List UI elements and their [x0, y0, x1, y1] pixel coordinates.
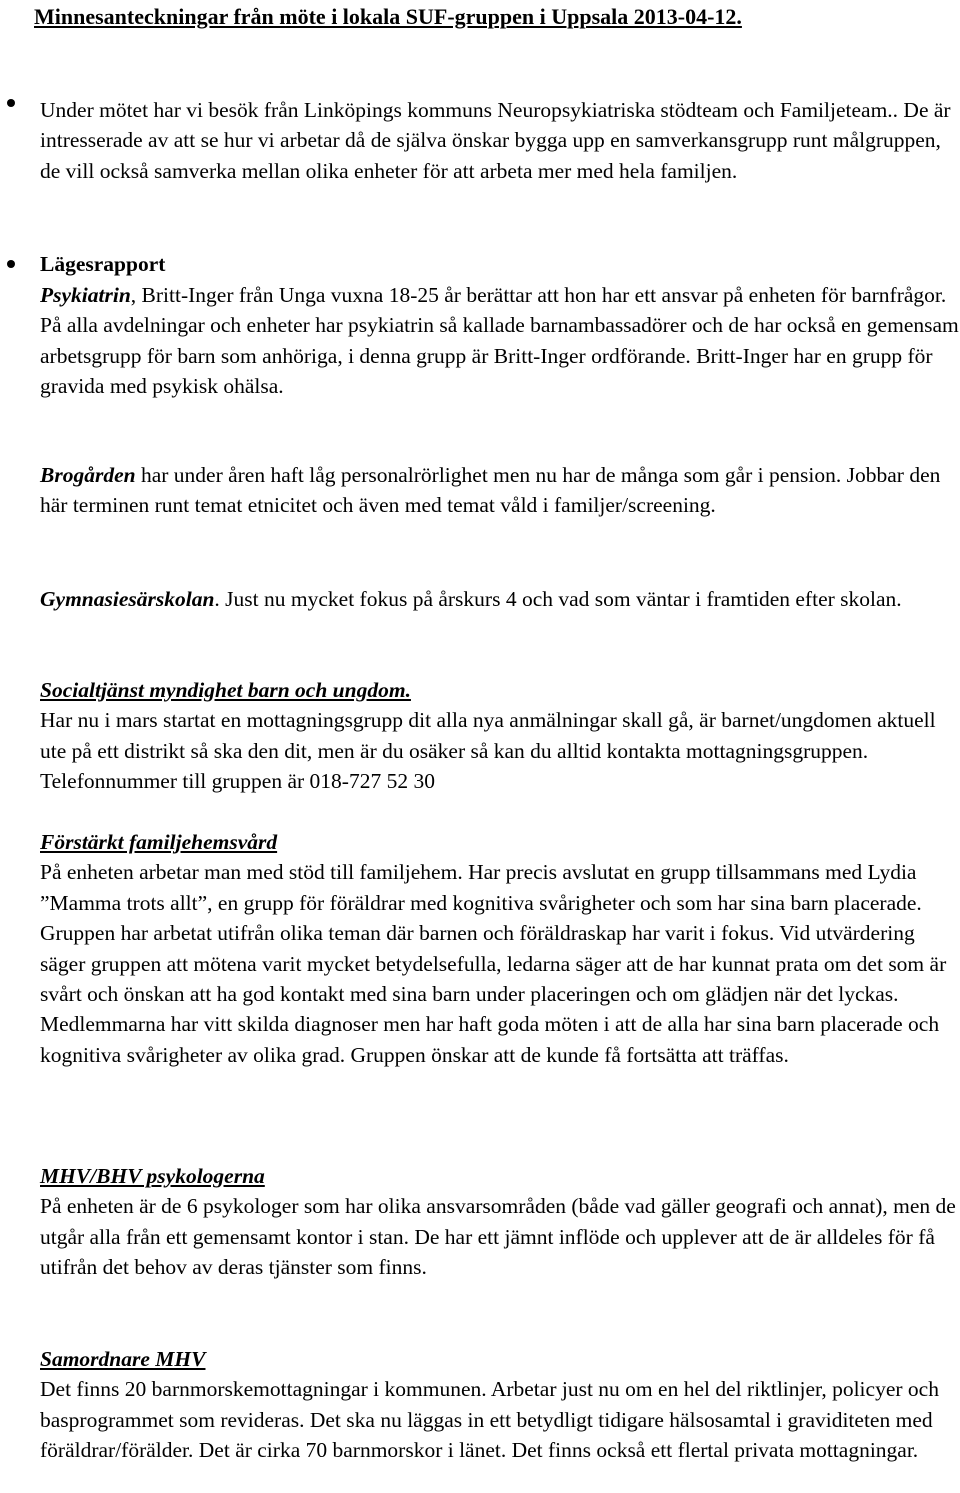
intro-text: Under mötet har vi besök från Linköpings kommuns Neuropsykiatriska stödteam och Familjeteam.. De är intresserade av att se hur vi arbetar då de själva önskar bygga upp en samverkansgrupp runt målgruppen, de vill också samverka mellan olika enheter för att arbeta mer med hela familjen.: [40, 98, 951, 183]
section-heading: MHV/BHV psykologerna: [40, 1164, 265, 1188]
section-socialtjanst: [40, 675, 960, 797]
section-psykiatrin: [40, 280, 960, 402]
bullet-icon: [7, 260, 15, 268]
section-samordnare-mhv: [40, 1344, 960, 1466]
section-text: Har nu i mars startat en mottagningsgrupp dit alla nya anmälningar skall gå, är barnet/ungdomen aktuell ute på ett distrikt så ska den dit, men är du osäker så kan du alltid kontakta mottagningsgruppen. Telefonnummer till gruppen är 018-727 52 30: [40, 708, 936, 794]
section-brogarden: [40, 460, 960, 521]
section-text: har under åren haft låg personalrörlighet men nu har de många som går i pension. Jobbar den här terminen runt temat etnicitet och även med temat våld i familjer/screening.: [40, 463, 941, 518]
section-heading: Socialtjänst myndighet barn och ungdom.: [40, 678, 411, 702]
section-heading: Förstärkt familjehemsvård: [40, 830, 278, 854]
section-text: Det finns 20 barnmorskemottagningar i kommunen. Arbetar just nu om en hel del riktlinjer, policyer och basprogrammet som revideras. Det ska nu läggas in ett betydligt tidigare hälsosamtal i graviditeten med föräldrar/förälder. Det är cirka 70 barnmorskor i länet. Det finns också ett flertal privata mottagningar.: [40, 1377, 939, 1463]
section-heading: Gymnasiesärskolan: [40, 587, 215, 611]
lagesrapport-heading: Lägesrapport: [40, 252, 166, 276]
bullet-icon: [7, 99, 15, 107]
section-text: På enheten är de 6 psykologer som har olika ansvarsområden (både vad gäller geografi och annat), men de utgår alla från ett gemensamt kontor i stan. De har ett jämnt inflöde och upplever att de är alldeles för få utifrån det behov av deras tjänster som finns.: [40, 1194, 956, 1280]
document-title: Minnesanteckningar från möte i lokala SUF-gruppen i Uppsala 2013-04-12.: [34, 4, 742, 29]
section-forstarkt-familjehemsvard: [40, 827, 960, 1070]
section-text: På enheten arbetar man med stöd till familjehem. Har precis avslutat en grupp tillsammans med Lydia ”Mamma trots allt”, en grupp för föräldrar med kognitiva svårigheter och som har sina barn placerade. Gruppen har arbetat utifrån olika teman där barnen och föräldraskap har varit i fokus. Vid utvärdering säger gruppen att mötena varit mycket betydelsefulla, ledarna säger att de har kunnat prata om det som är svårt och önskan att ha god kontakt med sina barn under placeringen och om glädjen när det lyckas. Medlemmarna har vitt skilda diagnoser men har haft goda möten i att de alla har sina barn placerade och kognitiva svårigheter av olika grad. Gruppen önskar att de kunde få fortsätta att träffas.: [40, 860, 947, 1067]
section-heading: Psykiatrin: [40, 283, 131, 307]
section-text: , Britt-Inger från Unga vuxna 18-25 år berättar att hon har ett ansvar på enheten för barnfrågor. På alla avdelningar och enheter har psykiatrin så kallade barnambassadörer och de har också en gemensam arbetsgrupp för barn som anhöriga, i denna grupp är Britt-Inger ordförande. Britt-Inger har en grupp för gravida med psykisk ohälsa.: [40, 283, 959, 399]
section-mhv-bhv-psykologerna: [40, 1161, 960, 1283]
intro-paragraph: [40, 95, 960, 186]
section-heading: Samordnare MHV: [40, 1347, 206, 1371]
section-text: . Just nu mycket fokus på årskurs 4 och vad som väntar i framtiden efter skolan.: [214, 587, 902, 611]
lagesrapport-heading-block: [40, 249, 960, 279]
section-heading: Brogården: [40, 463, 136, 487]
section-gymnasiesarskolan: [40, 584, 960, 614]
